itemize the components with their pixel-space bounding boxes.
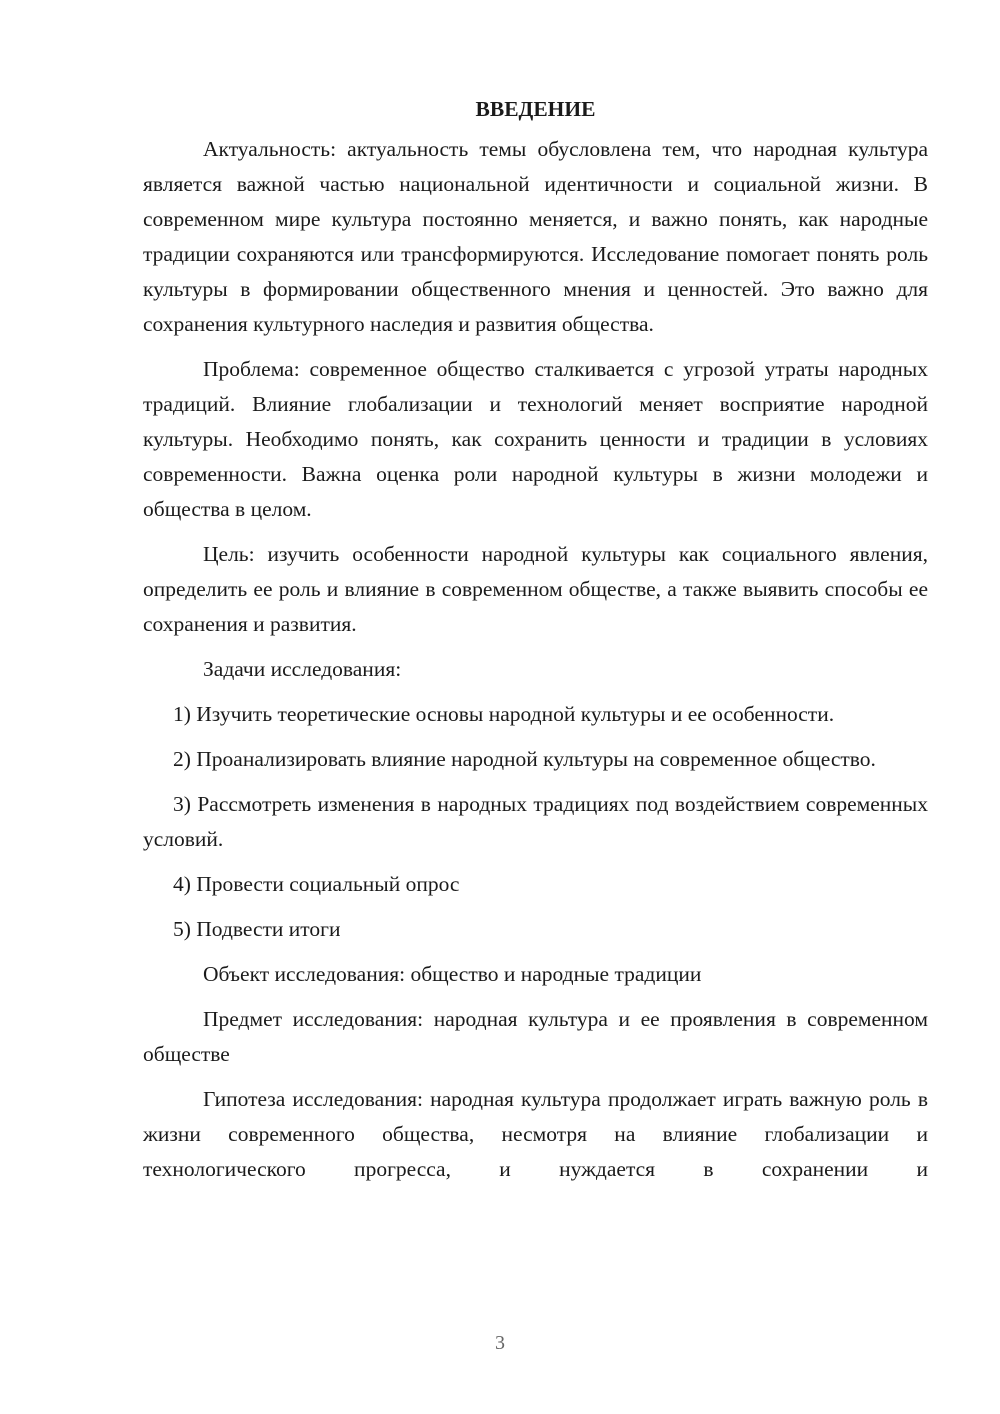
paragraph-hypothesis: Гипотеза исследования: народная культура продолжает играть важную роль в жизни современного общества, несмотря на влияние глобализации и технологического прогресса, и нуждается в сохранении и — [143, 1087, 928, 1181]
paragraph-relevance: Актуальность: актуальность темы обусловлена тем, что народная культура является важной частью национальной идентичности и социальной жизни. В современном мире культура постоянно меняется, и важно понять, как народные традиции сохраняются или трансформируются. Исследование помогает понять роль культуры в формировании общественного мнения и ценностей. Это важно для сохранения культурного наследия и развития общества. — [143, 137, 928, 336]
page-number: 3 — [495, 1332, 505, 1354]
task-item-2: 2) Проанализировать влияние народной культуры на современное общество. — [173, 747, 876, 771]
paragraph-subject: Предмет исследования: народная культура и ее проявления в современном обществе — [143, 1007, 928, 1066]
task-item-5: 5) Подвести итоги — [173, 917, 341, 941]
tasks-heading: Задачи исследования: — [203, 657, 402, 681]
task-item-1: 1) Изучить теоретические основы народной культуры и ее особенности. — [173, 702, 835, 726]
document-page — [143, 92, 928, 1197]
task-item-3: 3) Рассмотреть изменения в народных традициях под воздействием современных условий. — [143, 792, 928, 851]
paragraph-problem: Проблема: современное общество сталкивается с угрозой утраты народных традиций. Влияние глобализации и технологий меняет восприятие народной культуры. Необходимо понять, как сохранить ценности и традиции в условиях современности. Важна оценка роли народной культуры в жизни молодежи и общества в целом. — [143, 357, 928, 521]
task-item-4: 4) Провести социальный опрос — [173, 872, 460, 896]
paragraph-goal: Цель: изучить особенности народной культуры как социального явления, определить ее роль и влияние в современном обществе, а также выявить способы ее сохранения и развития. — [143, 542, 928, 636]
section-title: ВВЕДЕНИЕ — [475, 97, 596, 121]
paragraph-object: Объект исследования: общество и народные традиции — [203, 962, 702, 986]
